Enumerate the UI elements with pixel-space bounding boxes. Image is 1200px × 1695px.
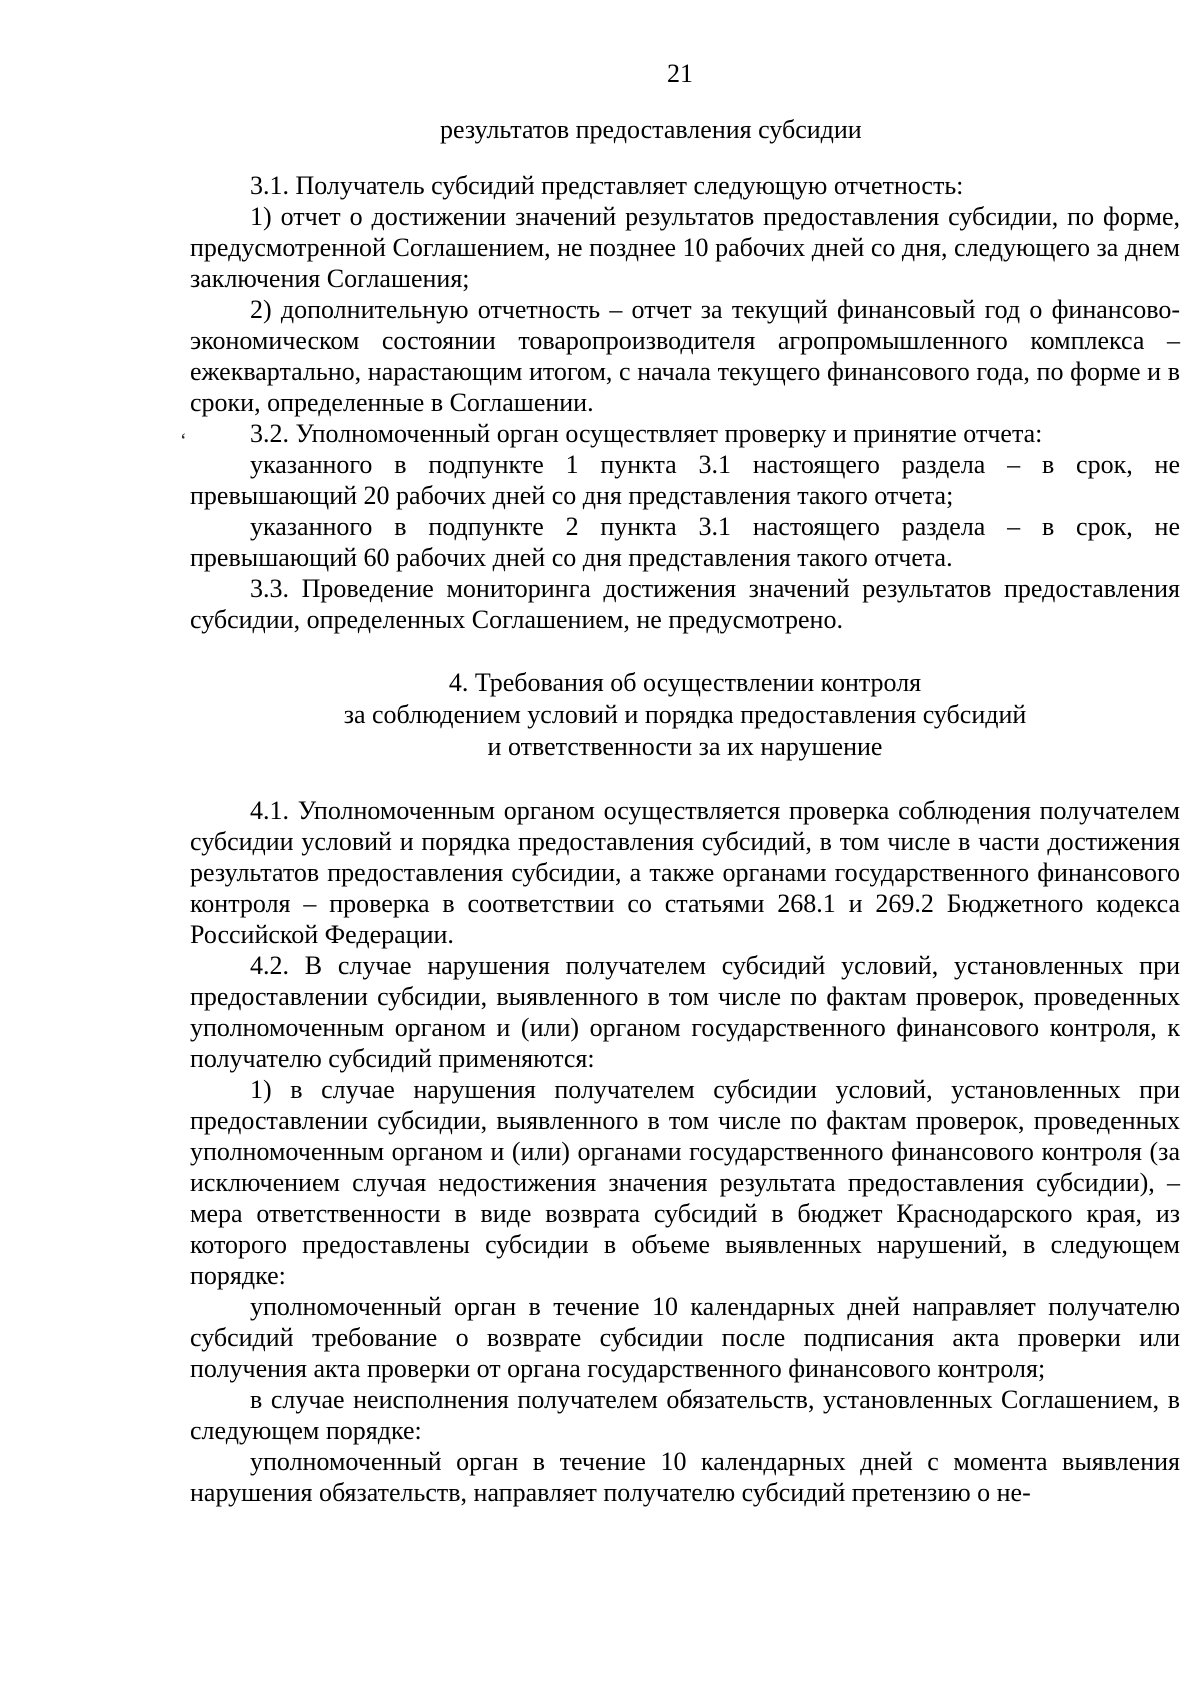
margin-mark: ʻ <box>180 430 187 452</box>
paragraph-3-2-item-2: указанного в подпункте 2 пункта 3.1 настоящего раздела – в срок, не превышающий 60 рабочих дней со дня представления такого отчета. <box>190 512 1180 572</box>
section-title-continuation: результатов предоставления субсидии <box>440 115 862 144</box>
section-4-heading-line-2: за соблюдением условий и порядка предоставления субсидий <box>343 700 1027 729</box>
page-number: 21 <box>667 59 693 88</box>
paragraph-4-1: 4.1. Уполномоченным органом осуществляется проверка соблюдения получателем субсидии условий и порядка предоставления субсидий, в том числе в части достижения результатов предоставления субсидии, а также органами государственного финансового контроля – проверка в соответствии со статьями 268.1 и 269.2 Бюджетного кодекса Российской Федерации. <box>190 796 1180 949</box>
paragraph-4-2-item-1-b: в случае неисполнения получателем обязательств, установленных Соглашением, в следующем порядке: <box>190 1385 1180 1445</box>
paragraph-3-2-item-1: указанного в подпункте 1 пункта 3.1 настоящего раздела – в срок, не превышающий 20 рабочих дней со дня представления такого отчета; <box>190 450 1180 510</box>
paragraph-3-2: 3.2. Уполномоченный орган осуществляет проверку и принятие отчета: <box>250 419 1043 448</box>
paragraph-3-1-item-2: 2) дополнительную отчетность – отчет за текущий финансовый год о финансово-экономическом состоянии товаропроизводителя агропромышленного комплекса – ежеквартально, нарастающим итогом, с начала текущего финансового года, по форме и в сроки, определенные в Соглашении. <box>190 295 1180 417</box>
paragraph-4-2: 4.2. В случае нарушения получателем субсидий условий, установленных при предоставлении субсидии, выявленного в том числе по фактам проверок, проведенных уполномоченным органом и (или) органом государственного финансового контроля, к получателю субсидий применяются: <box>190 951 1180 1073</box>
section-4-heading <box>190 667 1180 763</box>
section-4-heading-line-3: и ответственности за их нарушение <box>487 732 883 761</box>
paragraph-3-1: 3.1. Получатель субсидий представляет следующую отчетность: <box>250 171 964 200</box>
paragraph-4-2-item-1-a: уполномоченный орган в течение 10 календарных дней направляет получателю субсидий требование о возврате субсидии после подписания акта проверки или получения акта проверки от органа государственного финансового контроля; <box>190 1292 1180 1383</box>
paragraph-4-2-item-1-c: уполномоченный орган в течение 10 календарных дней с момента выявления нарушения обязательств, направляет получателю субсидий претензию о не- <box>190 1447 1180 1507</box>
paragraph-3-1-item-1: 1) отчет о достижении значений результатов предоставления субсидии, по форме, предусмотренной Соглашением, не позднее 10 рабочих дней со дня, следующего за днем заключения Соглашения; <box>190 202 1180 293</box>
document-body <box>190 170 1180 1508</box>
paragraph-4-2-item-1: 1) в случае нарушения получателем субсидии условий, установленных при предоставлении субсидии, выявленного в том числе по фактам проверок, проведенных уполномоченным органом и (или) органами государственного финансового контроля (за исключением случая недостижения значения результата предоставления субсидии), – мера ответственности в виде возврата субсидий в бюджет Краснодарского края, из которого предоставлены субсидии в объеме выявленных нарушений, в следующем порядке: <box>190 1075 1180 1290</box>
paragraph-3-3: 3.3. Проведение мониторинга достижения значений результатов предоставления субсидии, определенных Соглашением, не предусмотрено. <box>190 574 1180 634</box>
section-4-heading-line-1: 4. Требования об осуществлении контроля <box>448 668 922 697</box>
